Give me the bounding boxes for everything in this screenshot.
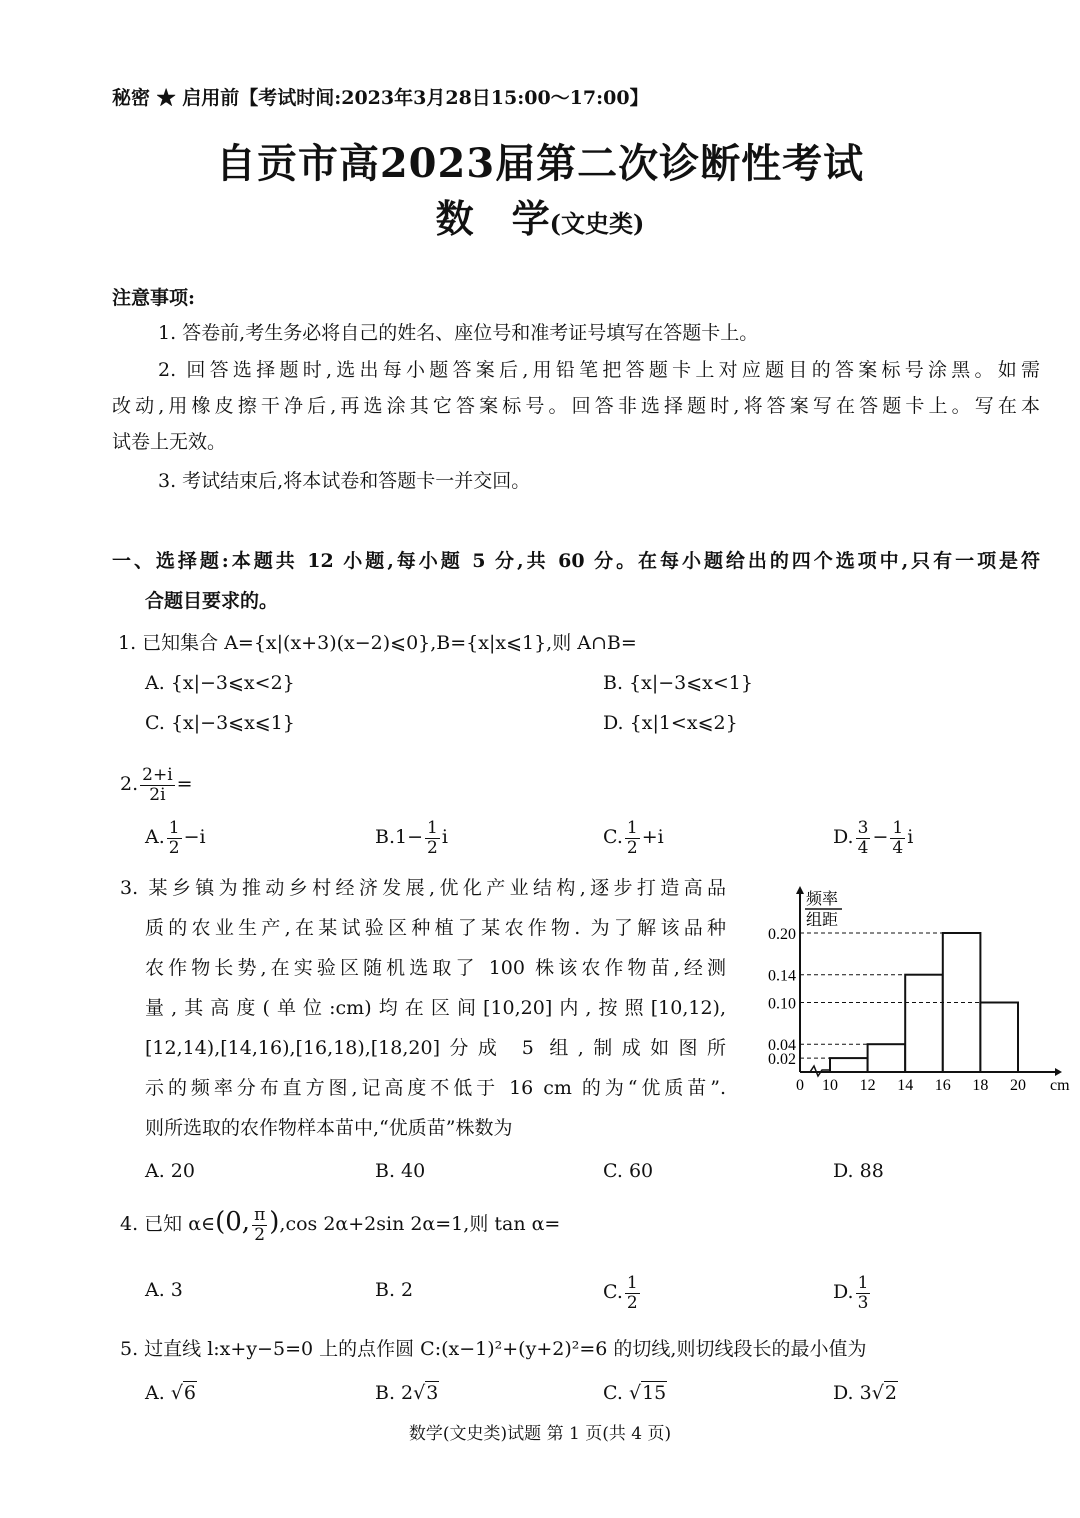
option-tail: −i: [183, 826, 206, 848]
note-line: 改动,用橡皮擦干净后,再选涂其它答案标号。回答非选择题时,将答案写在答题卡上。写在本: [112, 395, 1040, 417]
q1-option-b: B. {x|−3⩽x<1}: [603, 672, 753, 694]
q3-option-c: C. 60: [603, 1160, 654, 1182]
q3-line: 质的农业生产,在某试验区种植了某农作物. 为了解该品种: [145, 917, 726, 939]
q2-number: 2.: [120, 773, 139, 795]
q2-option-d: [833, 815, 913, 859]
confidential-header: 秘密 ★ 启用前【考试时间:2023年3月28日15:00～17:00】: [112, 87, 649, 109]
section-heading: 一、选择题:本题共 12 小题,每小题 5 分,共 60 分。在每小题给出的四个选项中,只有一项是符: [112, 550, 1040, 572]
q4-option-b: B. 2: [375, 1279, 414, 1301]
fraction: [625, 819, 640, 858]
q5-option-b: B. 2√3: [375, 1382, 439, 1404]
coefficient: 3: [859, 1382, 872, 1404]
option-tail: +i: [641, 826, 664, 848]
q1-option-a: A. {x|−3⩽x<2}: [145, 672, 295, 694]
radicand: 2: [884, 1382, 897, 1404]
x-tick-label: 10: [822, 1077, 838, 1094]
numerator: 1: [626, 1272, 638, 1293]
q3-line: 示的频率分布直方图,记高度不低于 16 cm 的为“优质苗”.: [145, 1077, 726, 1099]
fraction: [252, 1206, 267, 1245]
q4-option-c: [603, 1270, 642, 1314]
q4-option-a: A. 3: [145, 1279, 183, 1301]
q2-fraction: [140, 766, 175, 805]
y-axis-arrow: [796, 886, 804, 894]
denominator: 2i: [149, 784, 166, 805]
option-label: A.: [145, 1382, 171, 1404]
section-heading-cont: 合题目要求的。: [145, 590, 279, 612]
denominator: 2: [168, 837, 180, 858]
radicand: 15: [642, 1382, 667, 1404]
denominator: 3: [857, 1292, 869, 1313]
q3-line: 量,其高度(单位:cm)均在区间[10,20]内,按照[10,12),: [145, 997, 726, 1019]
x-tick-label: 18: [972, 1077, 989, 1094]
y-tick-label: 0.04: [768, 1037, 796, 1055]
q1-option-c: C. {x|−3⩽x⩽1}: [145, 712, 295, 734]
histogram-bar: [905, 975, 943, 1072]
interval-left: (0,: [215, 1207, 251, 1237]
x-tick-label: 16: [934, 1077, 951, 1094]
x-tick-label: 14: [897, 1077, 914, 1094]
q2-option-b: [375, 815, 448, 859]
q3-line: 农作物长势,在实验区随机选取了 100 株该农作物苗,经测: [145, 957, 726, 979]
option-pre: 1−: [395, 826, 424, 848]
option-label: A.: [145, 826, 165, 848]
numerator: 1: [626, 817, 638, 838]
denominator: 2: [427, 837, 438, 858]
radicand: 6: [183, 1382, 197, 1404]
q3-option-d: D. 88: [833, 1160, 884, 1182]
note-line: 2. 回答选择题时,选出每小题答案后,用铅笔把答题卡上对应题目的答案标号涂黑。如需: [158, 359, 1040, 381]
note-line: 3. 考试结束后,将本试卷和答题卡一并交回。: [158, 470, 531, 492]
histogram-bar: [868, 1044, 906, 1072]
q2-option-c: [603, 815, 664, 859]
option-label: B.: [375, 826, 396, 848]
fraction: [856, 1274, 871, 1313]
interval-right: ): [269, 1207, 280, 1237]
frequency-histogram: [750, 880, 1070, 1100]
q3-option-a: A. 20: [145, 1160, 195, 1182]
y-tick-label: 0.10: [768, 995, 796, 1013]
denominator: 4: [857, 837, 869, 858]
x-tick-label: 12: [859, 1077, 876, 1094]
q5-option-a: A. √6: [145, 1382, 197, 1404]
q5-option-d: D. 3√2: [833, 1382, 897, 1404]
option-label: D.: [833, 1382, 860, 1404]
subject-title: [0, 188, 1080, 243]
q5-stem: 5. 过直线 l:x+y−5=0 上的点作圆 C:(x−1)²+(y+2)²=6 的切线,则切线段长的最小值为: [120, 1338, 867, 1360]
numerator: 1: [168, 817, 180, 838]
y-axis-label-numerator: 频率: [806, 891, 839, 908]
q3-line: 则所选取的农作物样本苗中,“优质苗”株数为: [145, 1117, 513, 1139]
fraction: [890, 819, 905, 858]
denominator: 2: [626, 837, 638, 858]
page-footer: 数学(文史类)试题 第 1 页(共 4 页): [408, 1424, 672, 1444]
fraction: [425, 819, 440, 858]
option-minus: −: [872, 826, 889, 848]
q2-option-a: [145, 815, 206, 859]
q2-stem: [120, 762, 193, 806]
equals: =: [176, 773, 193, 795]
histogram-bar: [830, 1058, 868, 1072]
x-tick-label: 0: [796, 1077, 804, 1094]
x-axis-arrow: [1055, 1068, 1062, 1076]
numerator: 1: [857, 1272, 869, 1293]
q5-option-c: C. √15: [603, 1382, 667, 1404]
radicand: 3: [426, 1382, 439, 1404]
q3-line: [12,14),[14,16),[16,18),[18,20]分成 5 组,制成如图所: [145, 1037, 726, 1059]
option-label: C.: [603, 1382, 629, 1404]
y-tick-label: 0.14: [768, 967, 796, 985]
note-line: 试卷上无效。: [112, 431, 227, 453]
option-label: B.: [375, 1382, 402, 1404]
notes-heading: 注意事项:: [112, 287, 196, 309]
option-label: C.: [603, 1281, 623, 1303]
denominator: 2: [254, 1224, 266, 1245]
subject-category: (文史类): [549, 209, 645, 238]
denominator: 4: [892, 837, 904, 858]
histogram-bar: [980, 1003, 1018, 1073]
exam-title: 自贡市高2023届第二次诊断性考试: [215, 140, 865, 187]
x-tick-label: 20: [1010, 1077, 1026, 1094]
denominator: 2: [626, 1292, 638, 1313]
option-label: D.: [833, 1281, 854, 1303]
q4-condition: ,cos 2α+2sin 2α=1,则 tan α=: [279, 1213, 561, 1235]
option-label: C.: [603, 826, 623, 848]
numerator: 1: [892, 817, 904, 838]
q1-stem: 1. 已知集合 A={x|(x+3)(x−2)⩽0},B={x|x⩽1},则 A∩B=: [118, 632, 637, 654]
numerator: π: [254, 1204, 266, 1225]
note-line: 1. 答卷前,考生务必将自己的姓名、座位号和准考证号填写在答题卡上。: [158, 322, 759, 344]
q3-line: 3. 某乡镇为推动乡村经济发展,优化产业结构,逐步打造高品: [120, 877, 726, 899]
q4-prefix: 4. 已知 α∈: [120, 1213, 216, 1235]
coefficient: 2: [401, 1382, 414, 1404]
q4-stem: [120, 1200, 560, 1246]
q4-option-d: [833, 1270, 872, 1314]
fraction: [625, 1274, 640, 1313]
q1-option-d: D. {x|1<x⩽2}: [603, 712, 738, 734]
option-label: D.: [833, 826, 854, 848]
fraction: [167, 819, 182, 858]
option-tail: i: [907, 826, 914, 848]
y-axis-label-denominator: 组距: [806, 912, 839, 929]
numerator: 3: [857, 817, 869, 838]
fraction: [856, 819, 871, 858]
y-tick-label: 0.02: [768, 1051, 796, 1069]
numerator: 2+i: [142, 764, 173, 785]
option-tail: i: [441, 826, 448, 848]
numerator: 1: [427, 817, 438, 838]
subject-main: 数 学: [435, 196, 550, 241]
q3-option-b: B. 40: [375, 1160, 426, 1182]
x-axis-label: cm: [1050, 1077, 1070, 1094]
y-tick-label: 0.20: [768, 926, 796, 943]
